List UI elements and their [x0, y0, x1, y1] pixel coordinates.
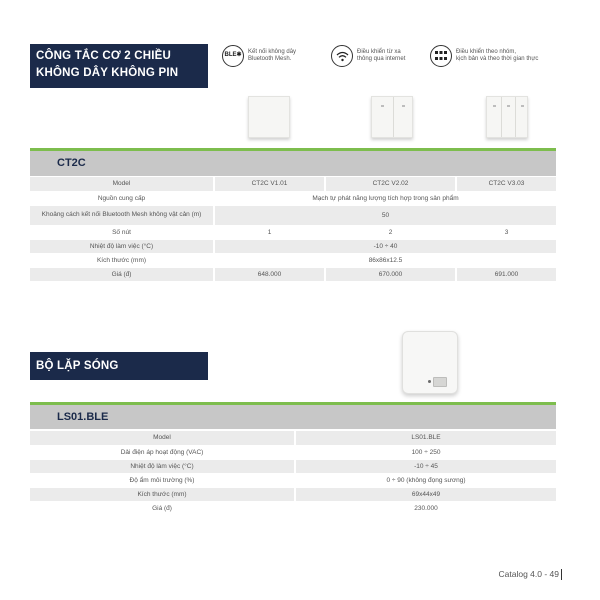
- switch-image-1-gang: [248, 96, 290, 138]
- feature-bluetooth-line1: Kết nối không dây: [248, 48, 297, 55]
- footer-text: Catalog 4.0 - 49: [498, 569, 559, 579]
- bluetooth-icon: BLE ✱: [222, 45, 244, 67]
- switch-image-3-gang: [486, 96, 528, 138]
- page-footer: [499, 569, 562, 580]
- table-row: Nhiệt độ làm việc (°C) -10 ÷ 45: [30, 459, 556, 473]
- title-line-1: CÔNG TẮC CƠ 2 CHIỀU: [36, 50, 172, 62]
- section-title-switch: [30, 44, 208, 88]
- model-header-ls01: LS01.BLE: [30, 405, 556, 429]
- table-row: Giá (đ) 230.000: [30, 501, 556, 515]
- table-row: Nguồn cung cấp Mạch tự phát năng lượng tích hợp trong sản phẩm: [30, 191, 556, 205]
- table-row: Kích thước (mm) 86x86x12.5: [30, 253, 556, 267]
- table-row: Dải điện áp hoạt động (VAC) 100 ÷ 250: [30, 445, 556, 459]
- title-line-2: KHÔNG DÂY KHÔNG PIN: [36, 67, 179, 79]
- model-header-ct2c: CT2C: [30, 151, 556, 176]
- feature-group-line1: Điều khiển theo nhóm,: [456, 48, 517, 55]
- feature-remote: [331, 45, 405, 67]
- wifi-icon: [331, 45, 353, 67]
- table-row: Khoảng cách kết nối Bluetooth Mesh không vật cản (m) 50: [30, 205, 556, 225]
- table-row: Số nút 1 2 3: [30, 225, 556, 239]
- table-row: Model LS01.BLE: [30, 431, 556, 445]
- table-row: Kích thước (mm) 69x44x49: [30, 487, 556, 501]
- spec-table-ct2c: [30, 177, 556, 282]
- feature-group-line2: kịch bản và theo thời gian thực: [456, 56, 539, 62]
- feature-remote-line1: Điều khiển từ xa: [357, 48, 401, 55]
- repeater-image: [402, 331, 458, 394]
- feature-remote-line2: thông qua internet: [357, 56, 406, 62]
- section-title-repeater: BỘ LẶP SÓNG: [30, 352, 208, 380]
- grid-icon: [430, 45, 452, 67]
- table-row: Model CT2C V1.01 CT2C V2.02 CT2C V3.03: [30, 177, 556, 191]
- feature-bluetooth-line2: Bluetooth Mesh.: [248, 56, 292, 62]
- table-row: Nhiệt độ làm việc (°C) -10 ÷ 40: [30, 239, 556, 253]
- feature-bluetooth: [222, 45, 296, 67]
- feature-group: [430, 45, 538, 67]
- switch-image-2-gang: [371, 96, 413, 138]
- table-row: Giá (đ) 648.000 670.000 691.000: [30, 267, 556, 281]
- spec-table-ls01: [30, 431, 556, 516]
- table-row: Độ ẩm môi trường (%) 0 ÷ 90 (không đọng sương): [30, 473, 556, 487]
